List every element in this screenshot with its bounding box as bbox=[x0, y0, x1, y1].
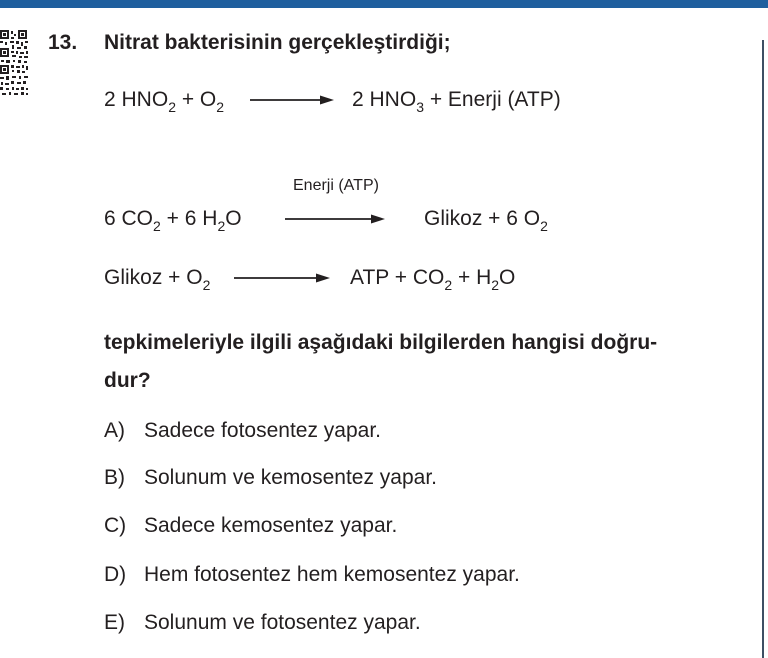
option-b[interactable] bbox=[104, 466, 437, 490]
question-heading: Nitrat bakterisinin gerçekleştirdiği; bbox=[104, 31, 451, 54]
reaction-1-reactants: 2 $HNO_2 + O_2$ bbox=[104, 88, 225, 115]
reaction-1-arrow-icon bbox=[250, 92, 334, 108]
qr-code-icon[interactable] bbox=[0, 30, 30, 100]
option-letter: E) bbox=[104, 611, 125, 634]
option-e[interactable] bbox=[104, 611, 421, 635]
reaction-2-arrow-icon bbox=[285, 211, 385, 227]
top-color-bar bbox=[0, 0, 768, 8]
reaction-3-reactants: Glikoz + $O_2$ bbox=[104, 266, 211, 293]
question-prompt-line-2: dur? bbox=[104, 369, 151, 392]
reaction-3-arrow-icon bbox=[234, 270, 330, 286]
option-text: Solunum ve kemosentez yapar. bbox=[144, 466, 437, 489]
option-text: Hem fotosentez hem kemosentez yapar. bbox=[144, 563, 520, 586]
question-prompt bbox=[104, 324, 744, 400]
option-text: Sadece kemosentez yapar. bbox=[144, 514, 398, 537]
option-letter: B) bbox=[104, 466, 125, 489]
option-c[interactable] bbox=[104, 514, 397, 538]
option-text: Solunum ve fotosentez yapar. bbox=[144, 611, 421, 634]
reaction-2-arrow-label: Enerji (ATP) bbox=[293, 177, 379, 194]
reaction-1-products: 2 $HNO_3$ + Enerji (ATP) bbox=[352, 88, 561, 115]
option-letter: A) bbox=[104, 419, 125, 442]
reaction-3-products: ATP + $CO_2 + H_2O$ bbox=[350, 266, 516, 293]
option-d[interactable] bbox=[104, 563, 520, 587]
column-divider bbox=[762, 40, 764, 658]
reaction-2-products: Glikoz + 6 $O_2$ bbox=[424, 207, 548, 234]
option-text: Sadece fotosentez yapar. bbox=[144, 419, 381, 442]
option-letter: C) bbox=[104, 514, 127, 537]
option-letter: D) bbox=[104, 563, 127, 586]
reaction-2-reactants: 6 $CO_2 + 6$ $H_2O$ bbox=[104, 207, 242, 234]
question-prompt-line-1: tepkimeleriyle ilgili aşağıdaki bilgilerden hangisi doğru- bbox=[104, 331, 658, 354]
option-a[interactable] bbox=[104, 419, 381, 443]
question-number: 13. bbox=[48, 31, 78, 54]
